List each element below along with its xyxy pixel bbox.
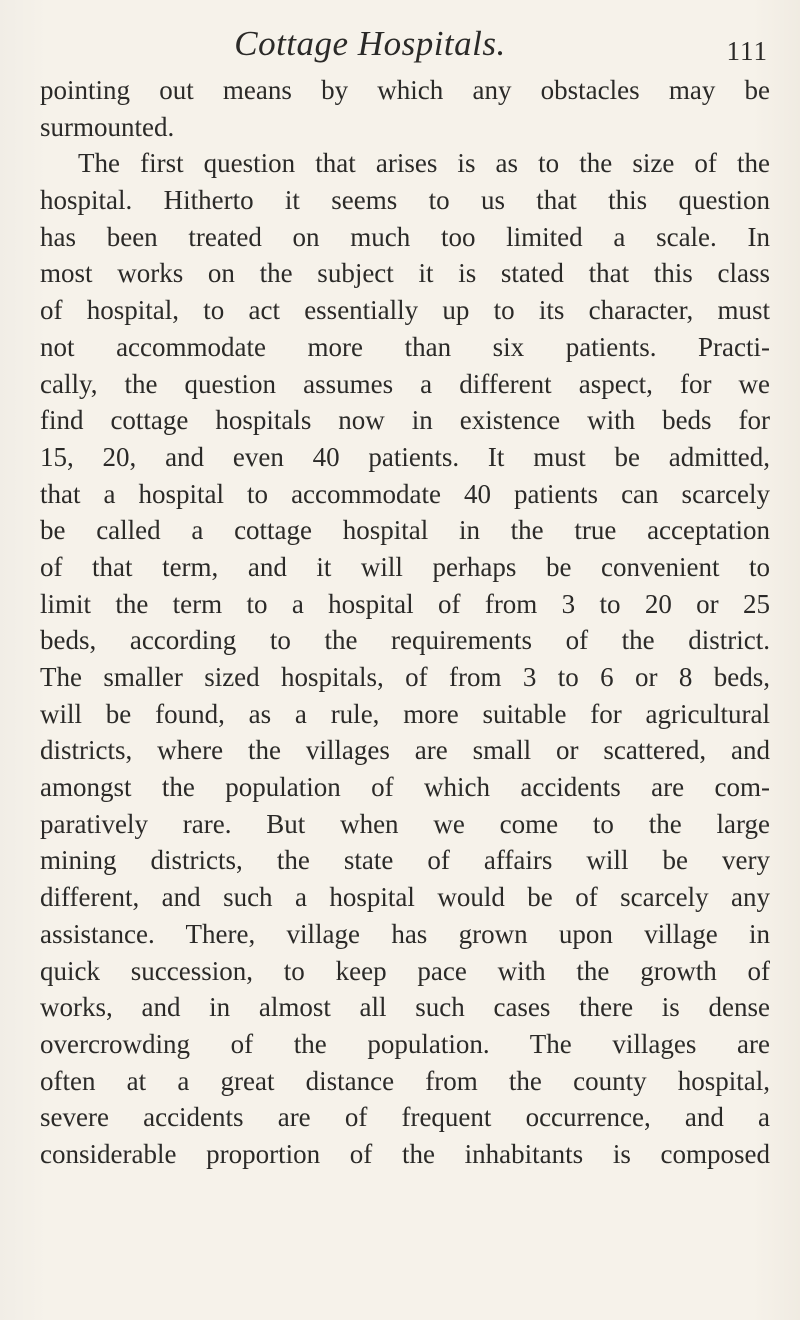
text-line: severe accidents are of frequent occurrence, and a: [40, 1102, 770, 1133]
text-line: be called a cottage hospital in the true acceptation: [40, 515, 770, 546]
text-line: surmounted.: [40, 111, 175, 142]
text-line: amongst the population of which accidents are com-: [40, 772, 770, 803]
text-line: assistance. There, village has grown upon village in: [40, 918, 770, 949]
text-line: beds, according to the requirements of the district.: [40, 625, 770, 656]
text-line: not accommodate more than six patients. Practi-: [40, 331, 770, 362]
text-line: that a hospital to accommodate 40 patients can scarcely: [40, 478, 770, 509]
text-line: different, and such a hospital would be of scarcely any: [40, 882, 770, 913]
text-line: mining districts, the state of affairs will be very: [40, 845, 770, 876]
text-line: find cottage hospitals now in existence with beds for: [40, 405, 770, 436]
text-line: overcrowding of the population. The villages are: [40, 1028, 770, 1059]
text-line: pointing out means by which any obstacles may be: [40, 75, 770, 105]
text-line: of that term, and it will perhaps be convenient to: [40, 551, 770, 582]
text-line: The smaller sized hospitals, of from 3 to 6 or 8 beds,: [40, 662, 770, 692]
text-line: 15, 20, and even 40 patients. It must be admitted,: [40, 441, 770, 472]
text-line: has been treated on much too limited a scale. In: [40, 221, 770, 252]
running-title: Cottage Hospitals.: [234, 24, 506, 63]
text-line: paratively rare. But when we come to the large: [40, 808, 770, 839]
text-line: districts, where the villages are small or scattered, and: [40, 735, 770, 766]
body-text: [40, 72, 770, 1173]
text-line: considerable proportion of the inhabitants is composed: [40, 1138, 770, 1169]
text-line: of hospital, to act essentially up to its character, must: [40, 295, 770, 326]
text-line: quick succession, to keep pace with the growth of: [40, 955, 770, 986]
text-line: hospital. Hitherto it seems to us that this question: [40, 185, 770, 216]
text-line: will be found, as a rule, more suitable for agricultural: [40, 698, 770, 729]
text-line: most works on the subject it is stated that this class: [40, 258, 770, 289]
text-line: The first question that arises is as to the size of the: [78, 148, 770, 179]
text-line: cally, the question assumes a different aspect, for we: [40, 368, 770, 399]
text-line: limit the term to a hospital of from 3 to 20 or 25: [40, 588, 770, 619]
page-number: 111: [726, 36, 768, 66]
page-header: [0, 22, 800, 72]
text-line: often at a great distance from the county hospital,: [40, 1065, 770, 1096]
text-line: works, and in almost all such cases there is dense: [40, 992, 770, 1023]
